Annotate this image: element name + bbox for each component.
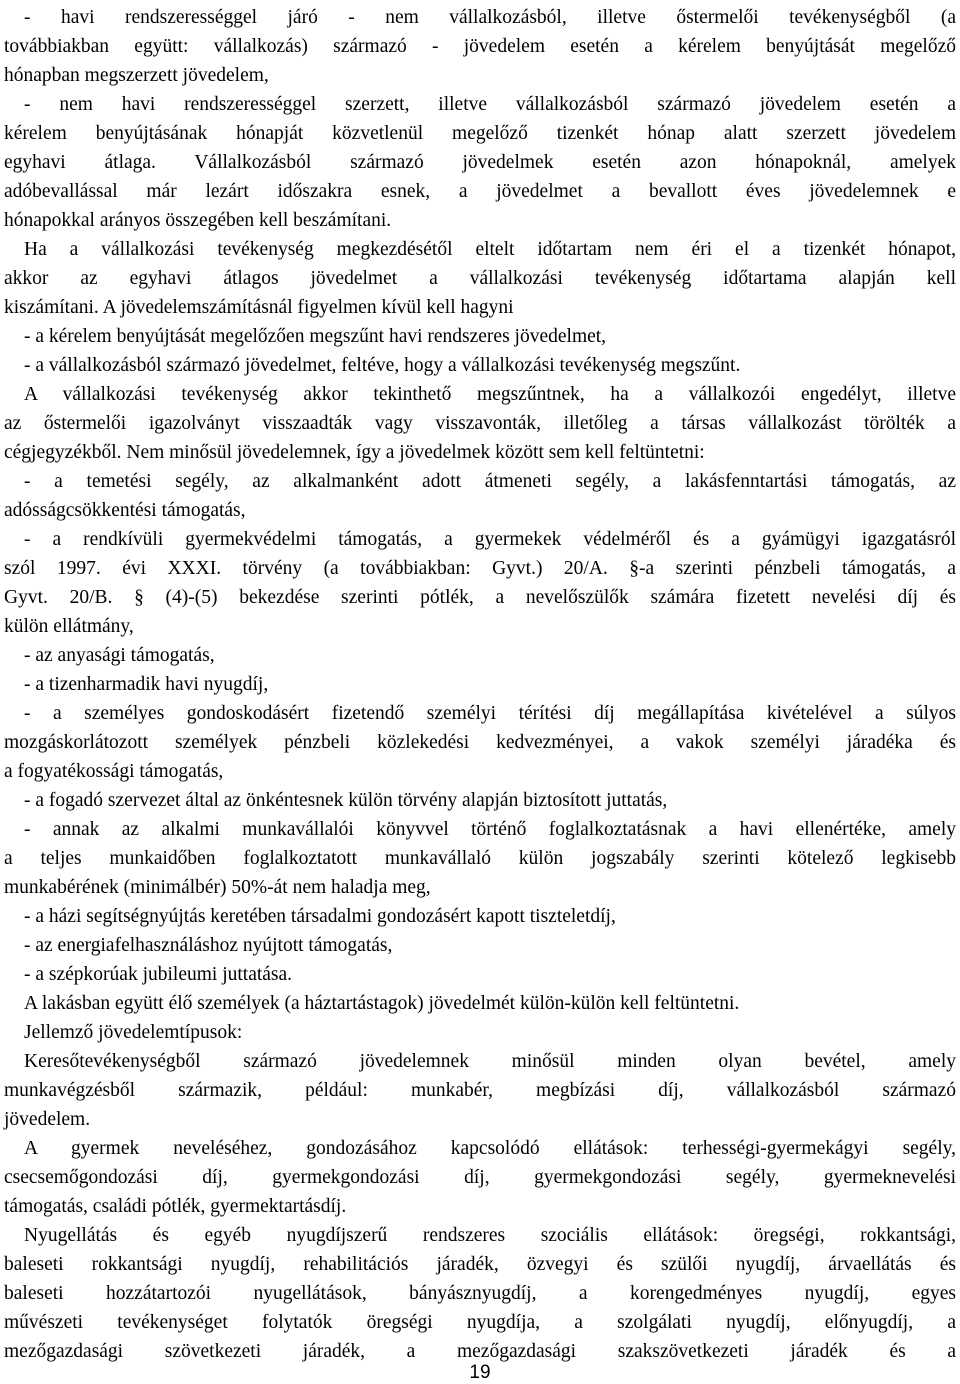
text-line: Keresőtevékenységből származó jövedelemnek minősül minden olyan bevétel, amely [24, 1051, 956, 1072]
text-line: - a szépkorúak jubileumi juttatása. [24, 964, 293, 985]
text-line: a teljes munkaidőben foglalkoztatott munkavállaló külön jogszabály szerinti kötelező legkisebb [4, 848, 956, 869]
text-line: Gyvt. 20/B. § (4)-(5) bekezdése szerinti pótlék, a nevelőszülők számára fizetett nevelési díj és [4, 587, 956, 608]
text-line: külön ellátmány, [4, 616, 134, 637]
text-line: - a temetési segély, az alkalmanként adott átmeneti segély, a lakásfenntartási támogatás, az [24, 471, 956, 492]
text-line: - nem havi rendszerességgel szerzett, illetve vállalkozásból származó jövedelem esetén a [24, 94, 956, 115]
text-line: továbbiakban együtt: vállalkozás) származó - jövedelem esetén a kérelem benyújtását megelőző [4, 36, 956, 57]
text-line: adóbevallással már lezárt időszakra esnek, a jövedelmet a bevallott éves jövedelemnek e [4, 181, 956, 202]
text-line: akkor az egyhavi átlagos jövedelmet a vállalkozási tevékenység időtartama alapján kell [4, 268, 956, 289]
text-line: szól 1997. évi XXXI. törvény (a továbbiakban: Gyvt.) 20/A. §-a szerinti pénzbeli támogatás, a [4, 558, 956, 579]
text-line: adósságcsökkentési támogatás, [4, 500, 246, 521]
text-line: - a rendkívüli gyermekvédelmi támogatás, a gyermekek védelméről és a gyámügyi igazgatásról [24, 529, 956, 550]
document-body-text [4, 3, 956, 1366]
text-line: baleseti rokkantsági nyugdíj, rehabilitációs járadék, özvegyi és szülői nyugdíj, árvaellátás és [4, 1254, 956, 1275]
text-line: egyhavi átlaga. Vállalkozásból származó jövedelmek esetén azon hónapoknál, amelyek [4, 152, 956, 173]
text-line: művészeti tevékenységet folytatók öregségi nyugdíja, a szolgálati nyugdíj, előnyugdíj, a [4, 1312, 956, 1333]
text-line: A lakásban együtt élő személyek (a háztartástagok) jövedelmét külön-külön kell feltüntetni. [24, 993, 740, 1014]
text-line: csecsemőgondozási díj, gyermekgondozási díj, gyermekgondozási segély, gyermeknevelési [4, 1167, 956, 1188]
text-line: munkavégzésből származik, például: munkabér, megbízási díj, vállalkozásból származó [4, 1080, 956, 1101]
text-line: a fogyatékossági támogatás, [4, 761, 224, 782]
text-line: Ha a vállalkozási tevékenység megkezdésétől eltelt időtartam nem éri el a tizenkét hónapot, [24, 239, 956, 260]
text-line: támogatás, családi pótlék, gyermektartásdíj. [4, 1196, 347, 1217]
page-number: 19 [469, 1362, 491, 1383]
text-line: - a kérelem benyújtását megelőzően megszűnt havi rendszeres jövedelmet, [24, 326, 607, 347]
text-line: kérelem benyújtásának hónapját közvetlenül megelőző tizenkét hónap alatt szerzett jövedelem [4, 123, 956, 144]
text-line: A vállalkozási tevékenység akkor tekinthető megszűntnek, ha a vállalkozói engedélyt, illetve [24, 384, 956, 405]
text-line: mozgáskorlátozott személyek pénzbeli közlekedési kedvezményei, a vakok személyi járadéka és [4, 732, 956, 753]
text-line: - annak az alkalmi munkavállalói könyvvel történő foglalkoztatásnak a havi ellenértéke, amely [24, 819, 956, 840]
text-line: munkabérének (minimálbér) 50%-át nem haladja meg, [4, 877, 431, 898]
text-line: A gyermek neveléséhez, gondozásához kapcsolódó ellátások: terhességi-gyermekágyi segély, [24, 1138, 956, 1159]
text-line: - az energiafelhasználáshoz nyújtott támogatás, [24, 935, 393, 956]
text-line: - havi rendszerességgel járó - nem vállalkozásból, illetve őstermelői tevékenységből (a [24, 7, 956, 28]
text-line: - a házi segítségnyújtás keretében társadalmi gondozásért kapott tiszteletdíj, [24, 906, 616, 927]
text-line: - az anyasági támogatás, [24, 645, 215, 666]
text-line: kiszámítani. A jövedelemszámításnál figyelmen kívül kell hagyni [4, 297, 514, 318]
text-line: az őstermelői igazolványt visszaadták vagy visszavonták, illetőleg a társas vállalkozást törölték a [4, 413, 956, 434]
text-line: Jellemző jövedelemtípusok: [24, 1022, 243, 1043]
text-line: - a fogadó szervezet által az önkéntesnek külön törvény alapján biztosított juttatás, [24, 790, 668, 811]
text-line: jövedelem. [4, 1109, 91, 1130]
text-line: cégjegyzékből. Nem minősül jövedelemnek, így a jövedelmek között sem kell feltüntetni: [4, 442, 705, 463]
text-line: mezőgazdasági szövetkezeti járadék, a mezőgazdasági szakszövetkezeti járadék és a [4, 1341, 956, 1362]
text-line: baleseti hozzátartozói nyugellátások, bányásznyugdíj, a korengedményes nyugdíj, egyes [4, 1283, 956, 1304]
text-line: - a személyes gondoskodásért fizetendő személyi térítési díj megállapítása kivételével a súlyos [24, 703, 956, 724]
text-line: - a vállalkozásból származó jövedelmet, feltéve, hogy a vállalkozási tevékenység megszűnt. [24, 355, 741, 376]
text-line: hónapokkal arányos összegében kell beszámítani. [4, 210, 392, 231]
text-line: hónapban megszerzett jövedelem, [4, 65, 269, 86]
text-line: Nyugellátás és egyéb nyugdíjszerű rendszeres szociális ellátások: öregségi, rokkantsági, [24, 1225, 956, 1246]
text-line: - a tizenharmadik havi nyugdíj, [24, 674, 269, 695]
